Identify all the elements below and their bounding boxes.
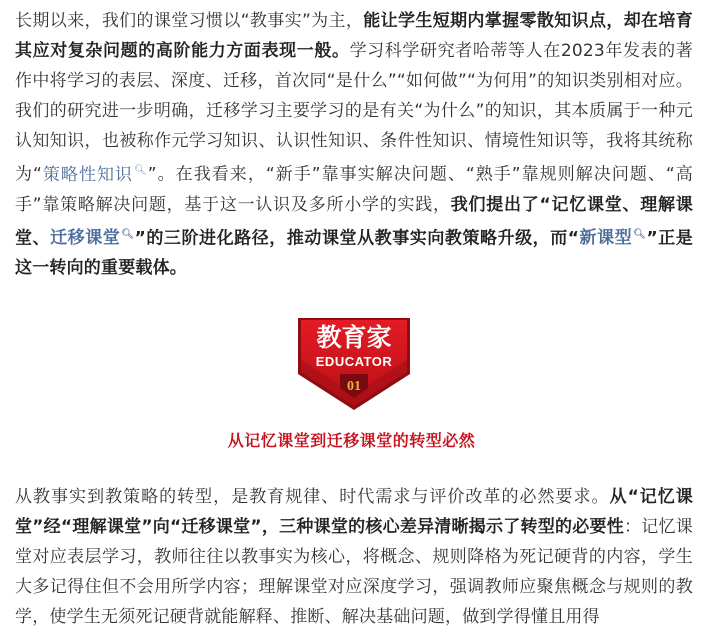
text-run: ：记忆课堂对应表层学习，教师往往以教事实为核心，将概念、规则降格为死记硬背的内容，学生大多记得住但不会用所学内容；理解课堂对应深度学习，强调教师应聚焦概念与规则的教学，使学生无须死记硬背就能解释、推断、解决基础问题，做到学得懂且用得 — [15, 517, 693, 627]
bold-text-run: ”的三阶进化路径，推动课堂从教事实向教策略升级，而“ — [134, 228, 580, 249]
bold-text-run: 我们提出了“记忆课堂、理解课堂、 — [15, 194, 693, 249]
logo-brand-cn: 教育家 — [316, 323, 392, 352]
bold-text-run: ”正是这一转向的重要载体。 — [15, 228, 693, 279]
logo-number: 01 — [347, 379, 361, 394]
logo-brand-en: EDUCATOR — [315, 354, 393, 369]
search-icon: 🔍︎ — [121, 228, 135, 240]
search-icon: 🔍︎ — [633, 228, 647, 240]
section-title: 从记忆课堂到迁移课堂的转型必然 — [227, 431, 476, 450]
bold-text-run: 能让学生短期内掌握零散知识点，却在培育其应对复杂问题的高阶能力方面表现一般。 — [15, 11, 693, 61]
search-icon: 🔍︎ — [134, 165, 148, 176]
article-paragraph-2 — [15, 482, 693, 632]
keyword-link-transfer-classroom[interactable]: 迁移课堂🔍︎ — [50, 228, 135, 249]
keyword-link-new-lesson-type[interactable]: 新课型🔍︎ — [579, 228, 647, 249]
text-run: ”。在我看来，“新手”靠事实解决问题、“熟手”靠规则解决问题、“高手”靠策略解决问题，基于这一认识及多所小学的实践， — [15, 164, 693, 215]
article-paragraph-1 — [15, 6, 693, 283]
text-run: 学习科学研究者哈蒂等人在2023年发表的著作中将学习的表层、深度、迁移，首次同“是什么”“如何做”“为何用”的知识类别相对应。我们的研究进一步明确，迁移学习主要学习的是有关“为什么”的知识，其本质属于一种元认知知识，也被称作元学习知识、认识性知识、条件性知识、情境性知识等，我将其统称为“ — [15, 41, 693, 185]
text-run: 从教事实到教策略的转型，是教育规律、时代需求与评价改革的必然要求。 — [15, 487, 610, 507]
educator-logo — [296, 316, 412, 412]
bold-text-run: 从“记忆课堂”经“理解课堂”向“迁移课堂”，三种课堂的核心差异清晰揭示了转型的必要性 — [15, 487, 693, 537]
text-run: 长期以来，我们的课堂习惯以“教事实”为主， — [15, 11, 364, 31]
keyword-link-strategic-knowledge[interactable]: 策略性知识🔍︎ — [42, 164, 148, 185]
